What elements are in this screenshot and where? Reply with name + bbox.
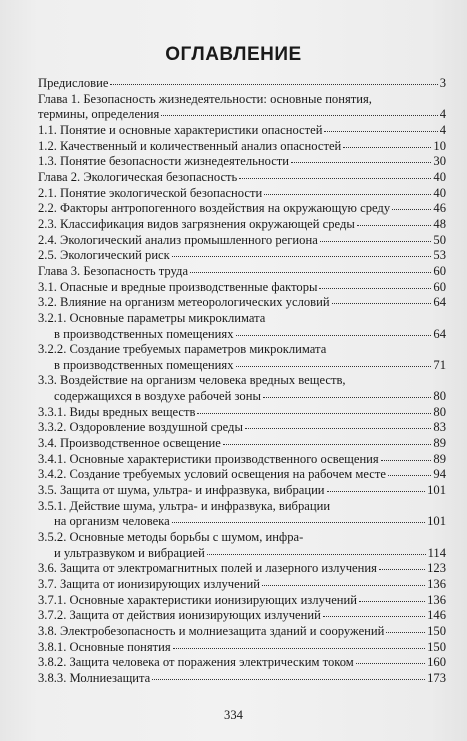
toc-page-number: 83 (433, 420, 446, 435)
dot-leader (343, 147, 431, 148)
dot-leader (319, 288, 431, 289)
toc-entry-text: 2.3. Классификация видов загрязнения окружающей среды (38, 216, 355, 231)
toc-entry (38, 436, 446, 452)
toc-entry-continuation: и ультразвуком и вибрацией (54, 545, 205, 560)
toc-page-number: 123 (427, 561, 446, 576)
toc-entry (38, 467, 446, 483)
dot-leader (236, 335, 432, 336)
toc-page-number: 53 (433, 248, 446, 263)
toc-entry-text: 3.3.2. Оздоровление воздушной среды (38, 420, 243, 435)
toc-entry (38, 280, 446, 296)
toc-page-number: 94 (433, 467, 446, 482)
toc-page-number: 89 (433, 436, 446, 451)
toc-page-number: 4 (439, 122, 446, 137)
toc-entry (38, 233, 446, 249)
toc-entry-text: 3.7.1. Основные характеристики ионизирующих излучений (38, 592, 358, 607)
toc-entry (38, 154, 446, 170)
toc-entry (38, 295, 446, 311)
toc-page-number: 60 (433, 279, 446, 294)
toc-page-number: 136 (427, 577, 446, 591)
dot-leader (263, 397, 431, 398)
toc-entry (38, 608, 446, 624)
toc-entry-continuation: в производственных помещениях (54, 357, 234, 372)
toc-page-number: 40 (433, 169, 446, 184)
toc-page-number: 48 (433, 216, 446, 231)
toc-entry (38, 420, 446, 436)
toc-entry-text: 2.2. Факторы антропогенного воздействия на окружающую среду (38, 201, 391, 216)
toc-entry-text: Глава 1. Безопасность жизнедеятельности: основные понятия, (38, 91, 372, 106)
toc-page-number: 114 (427, 545, 446, 560)
toc-entry (38, 640, 446, 656)
toc-entry-text: 3.2. Влияние на организм метеорологических условий (38, 295, 330, 310)
dot-leader (110, 84, 437, 85)
toc-entry (38, 671, 446, 687)
dot-leader (327, 491, 426, 492)
toc-entry-text: 3.5. Защита от шума, ультра- и инфразвука, вибрации (38, 483, 325, 498)
dot-leader (152, 679, 425, 680)
toc-entry-text: 2.4. Экологический анализ промышленного региона (38, 232, 318, 247)
dot-leader (381, 460, 432, 461)
toc-page-number: 10 (433, 138, 446, 153)
toc-page-number: 150 (427, 623, 446, 638)
toc-entry (38, 483, 446, 499)
toc-entry-text: 3.5.1. Действие шума, ультра- и инфразвука, вибрации (38, 498, 331, 513)
toc-page-number: 101 (427, 514, 446, 529)
toc-entry (38, 311, 446, 342)
dot-leader (357, 225, 432, 226)
toc-entry (38, 248, 446, 264)
dot-leader (324, 131, 437, 132)
toc-entry-text: 2.5. Экологический риск (38, 248, 170, 263)
toc-entry (38, 593, 446, 609)
toc-entry (38, 405, 446, 421)
dot-leader (264, 194, 431, 195)
toc-page-number: 89 (433, 451, 446, 466)
toc-entry-text: 3.1. Опасные и вредные производственные факторы (38, 279, 318, 294)
dot-leader (291, 162, 431, 163)
dot-leader (359, 601, 425, 602)
toc-page-number: 80 (433, 389, 446, 404)
dot-leader (245, 428, 431, 429)
toc-entry-text: Предисловие (38, 76, 109, 90)
toc-entry-text: 3.8.2. Защита человека от поражения электрическим током (38, 655, 354, 670)
toc-page-number: 46 (433, 201, 446, 216)
toc-page-number: 71 (433, 357, 446, 372)
toc-entry-text: 3.4. Производственное освещение (38, 436, 221, 451)
toc-entry (38, 530, 446, 561)
toc-page-number: 40 (433, 185, 446, 200)
toc-entry-continuation: в производственных помещениях (54, 326, 234, 341)
dot-leader (223, 444, 432, 445)
toc-page-number: 64 (433, 295, 446, 310)
toc-entry (38, 139, 446, 155)
toc-entry-text: 2.1. Понятие экологической безопасности (38, 185, 263, 200)
dot-leader (379, 569, 425, 570)
dot-leader (392, 209, 431, 210)
dot-leader (388, 475, 431, 476)
dot-leader (207, 554, 426, 555)
toc-entry-text: Глава 2. Экологическая безопасность (38, 169, 238, 184)
toc-entry (38, 561, 446, 577)
dot-leader (239, 178, 431, 179)
toc-entry-text: 3.4.1. Основные характеристики производственного освещения (38, 451, 379, 466)
toc-entry-text: 3.8.1. Основные понятия (38, 639, 171, 654)
toc-entry-text: 1.1. Понятие и основные характеристики опасностей (38, 122, 323, 137)
dot-leader (172, 522, 425, 523)
dot-leader (236, 366, 432, 367)
dot-leader (323, 616, 425, 617)
page-number: 334 (224, 708, 243, 722)
toc-entry-continuation: на организм человека (54, 514, 170, 529)
toc-entry (38, 170, 446, 186)
toc-entry-text: 3.8. Электробезопасность и молниезащита зданий и сооружений (38, 623, 385, 638)
toc-entry-text: Глава 3. Безопасность труда (38, 263, 189, 278)
toc-entry-text: 1.3. Понятие безопасности жизнедеятельности (38, 154, 290, 169)
toc-entry (38, 577, 446, 593)
toc-page-number: 64 (433, 326, 446, 341)
toc-page-number: 150 (427, 639, 446, 654)
toc-entry (38, 217, 446, 233)
toc-entry (38, 342, 446, 373)
toc-entry (38, 201, 446, 217)
toc-entry-text: 3.2.2. Создание требуемых параметров микроклимата (38, 342, 327, 357)
toc-page-number: 160 (427, 655, 446, 670)
toc-entry (38, 76, 446, 92)
page-title: ОГЛАВЛЕНИЕ (165, 44, 302, 65)
toc-page-number: 101 (427, 483, 446, 498)
toc-entry-text: 3.4.2. Создание требуемых условий освещения на рабочем месте (38, 467, 386, 482)
dot-leader (161, 115, 437, 116)
dot-leader (320, 241, 432, 242)
toc-page-number: 173 (427, 670, 446, 685)
toc-entry-text: 3.7. Защита от ионизирующих излучений (38, 577, 260, 591)
toc-page-number: 136 (427, 592, 446, 607)
toc-entry (38, 452, 446, 468)
dot-leader (356, 663, 425, 664)
toc-entry-text: 3.7.2. Защита от действия ионизирующих излучений (38, 608, 321, 623)
toc-page-number: 30 (433, 154, 446, 169)
toc-entry-continuation: термины, определения (38, 107, 160, 122)
dot-leader (332, 303, 432, 304)
toc-entry-text: 3.3.1. Виды вредных веществ (38, 404, 196, 419)
toc-entry-text: 3.5.2. Основные методы борьбы с шумом, инфра- (38, 530, 304, 545)
toc-page-number: 60 (433, 263, 446, 278)
toc-entry-text: 1.2. Качественный и количественный анализ опасностей (38, 138, 342, 153)
toc-page-number: 50 (433, 232, 446, 247)
toc-page-number: 4 (439, 107, 446, 122)
toc-entry (38, 624, 446, 640)
toc-entry-text: 3.6. Защита от электромагнитных полей и лазерного излучения (38, 561, 377, 576)
dot-leader (386, 632, 425, 633)
dot-leader (262, 585, 425, 586)
toc-page-number: 3 (439, 76, 446, 90)
toc-entry-text: 3.3. Воздействие на организм человека вредных веществ, (38, 373, 346, 388)
dot-leader (172, 256, 432, 257)
toc-entry-text: 3.8.3. Молниезащита (38, 670, 151, 685)
toc-entry (38, 655, 446, 671)
toc-entry-continuation: содержащихся в воздухе рабочей зоны (54, 389, 261, 404)
toc-entry (38, 123, 446, 139)
toc-entry (38, 186, 446, 202)
toc-entry (38, 92, 446, 123)
table-of-contents (38, 76, 446, 687)
toc-page-number: 80 (433, 404, 446, 419)
toc-entry-text: 3.2.1. Основные параметры микроклимата (38, 310, 266, 325)
dot-leader (197, 413, 431, 414)
toc-entry (38, 499, 446, 530)
toc-entry (38, 373, 446, 404)
dot-leader (190, 272, 431, 273)
dot-leader (173, 648, 425, 649)
toc-entry (38, 264, 446, 280)
toc-page-number: 146 (427, 608, 446, 623)
